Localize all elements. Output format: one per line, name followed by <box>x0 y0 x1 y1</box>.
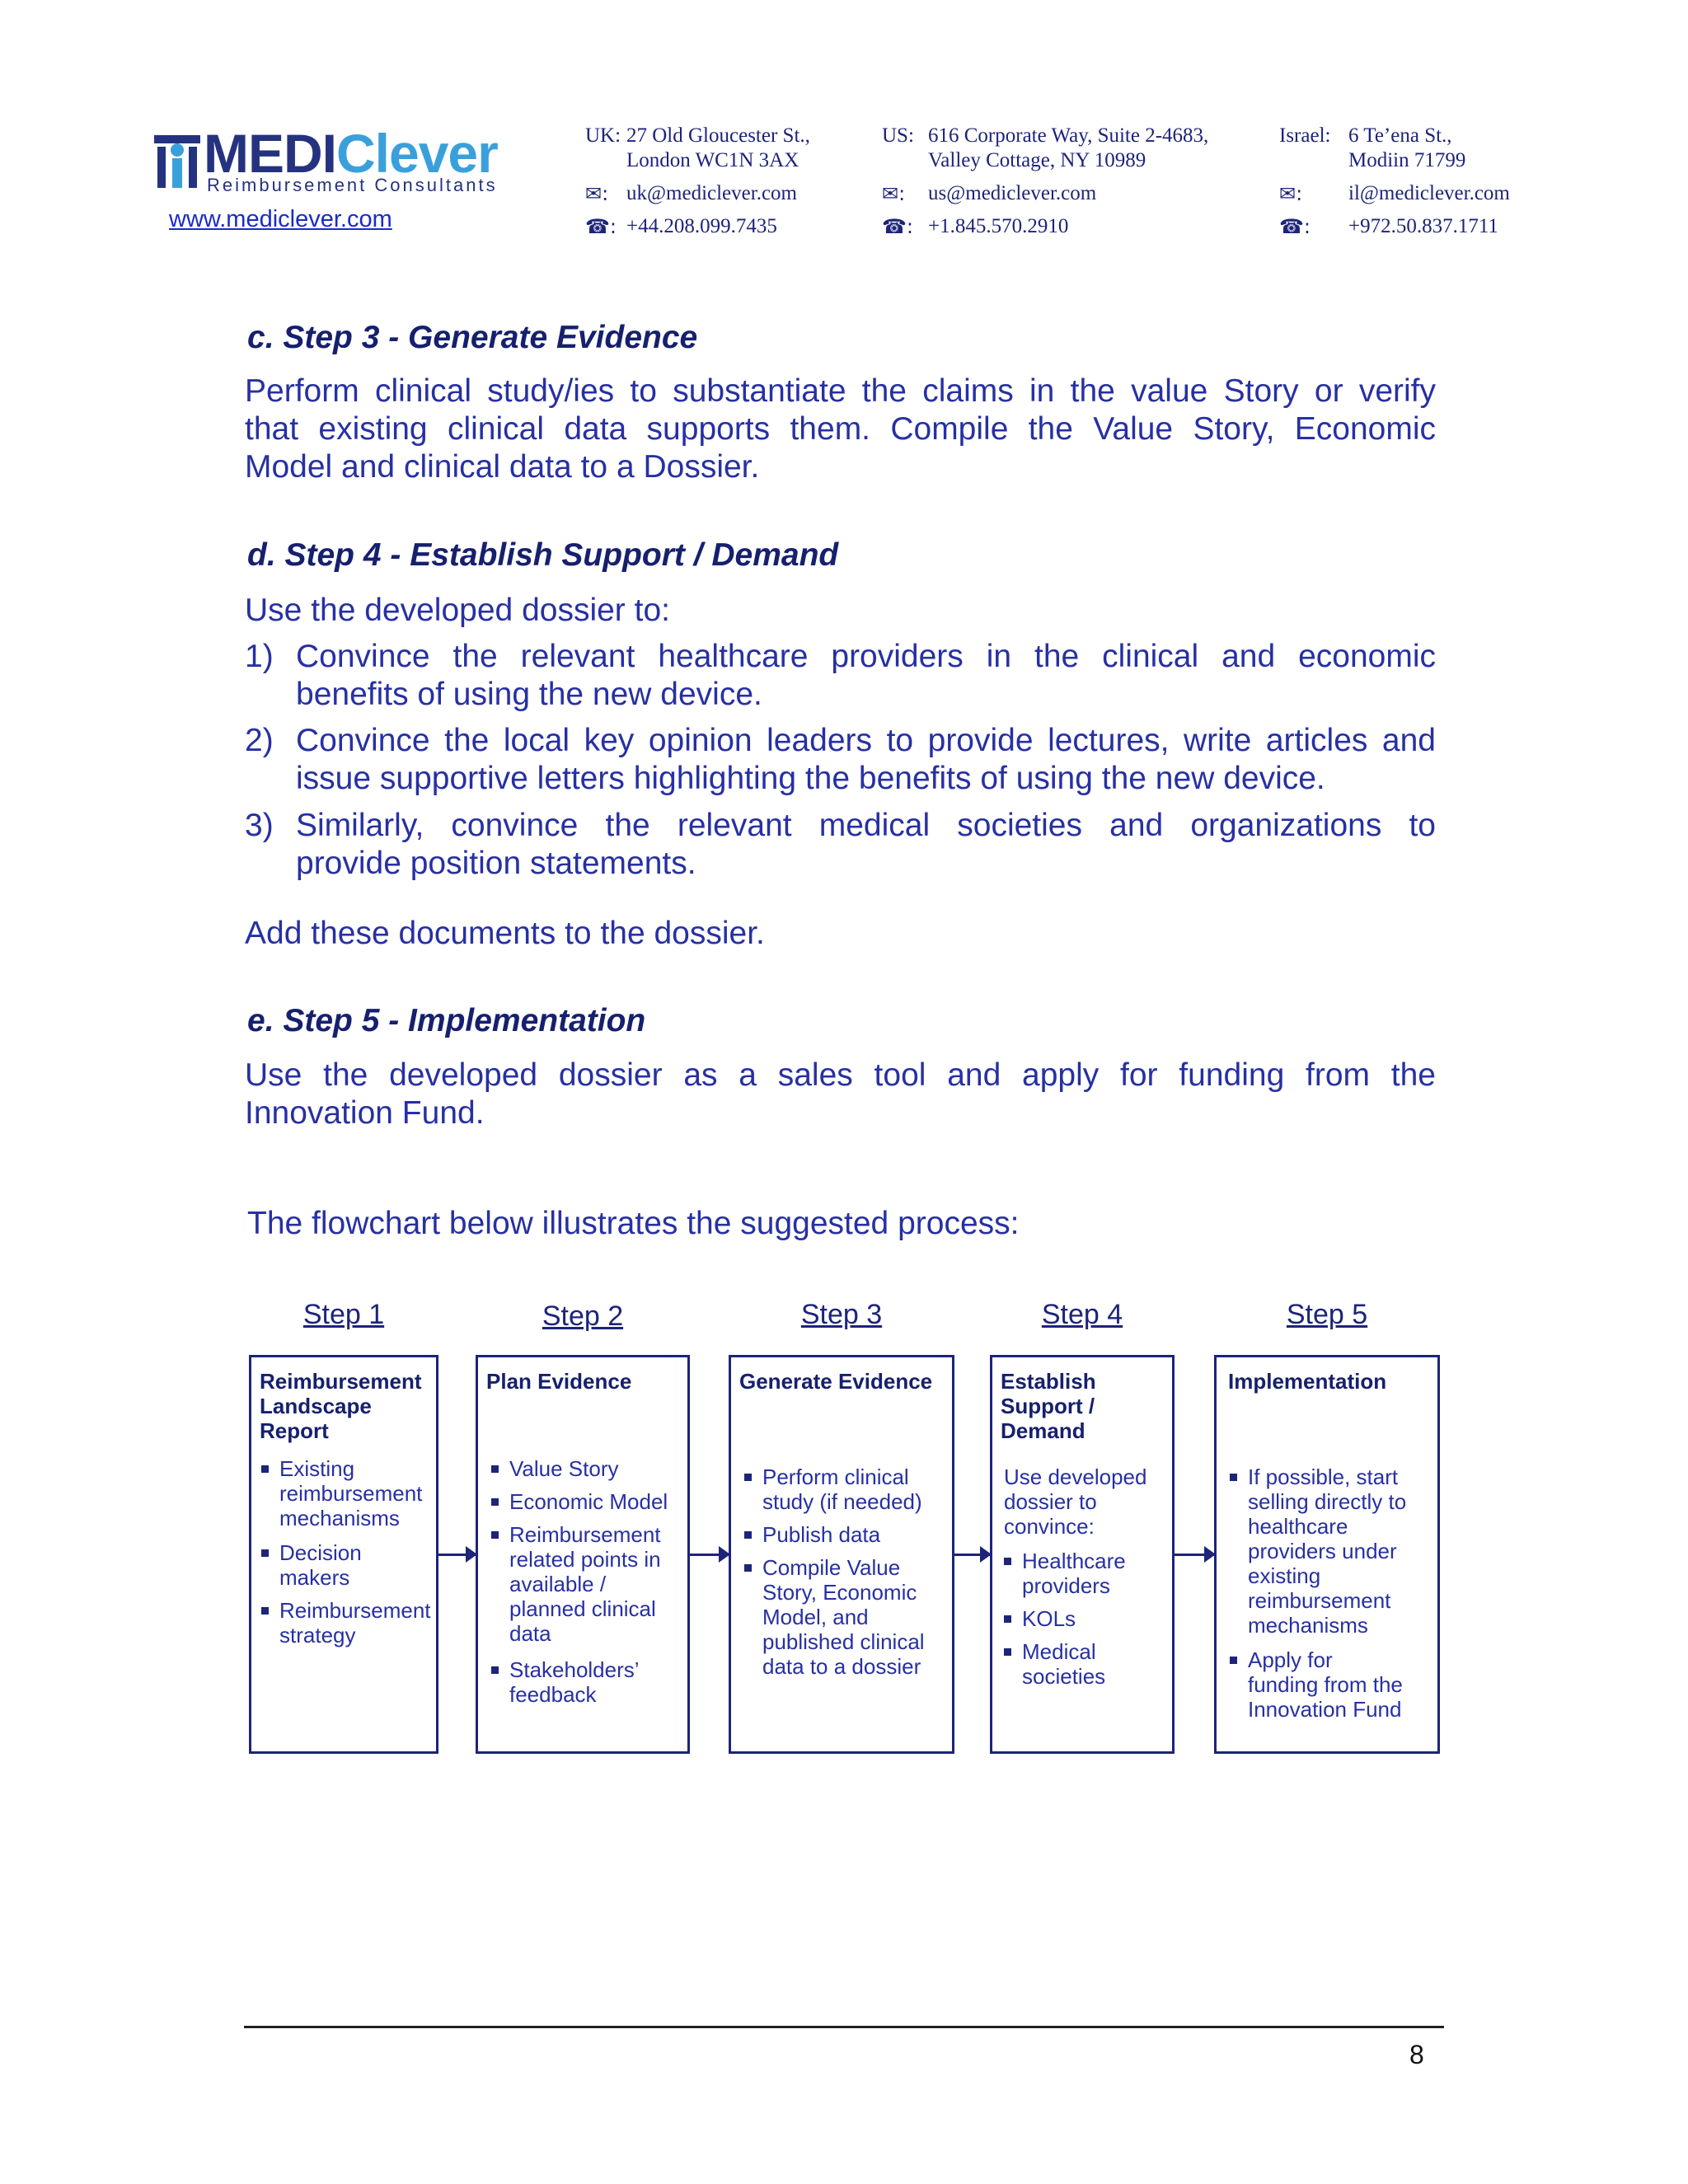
title-line: Establish <box>1001 1369 1096 1394</box>
bullet-square-icon <box>1230 1657 1237 1664</box>
flowchart-intro: The flowchart below illustrates the suggested process: <box>247 1206 1020 1241</box>
bullet-line: selling directly to <box>1248 1489 1407 1514</box>
envelope-icon: ✉: <box>882 182 906 205</box>
step4-heading: d. Step 4 - Establish Support / Demand <box>247 537 839 573</box>
footer-divider <box>244 2026 1444 2028</box>
step3-line: Perform clinical study/ies to substantiate the claims in the value Story or verify <box>245 373 1436 409</box>
title-line: Report <box>260 1418 329 1443</box>
logo-tagline: Reimbursement Consultants <box>207 175 498 195</box>
telephone-icon: ☎: <box>585 215 617 238</box>
page-number: 8 <box>1409 2040 1424 2069</box>
bullet-line: providers <box>1022 1573 1110 1598</box>
office-us-email[interactable]: us@mediclever.com <box>928 182 1097 204</box>
bullet-line: Value Story <box>509 1456 619 1481</box>
bullet-line: healthcare <box>1248 1514 1348 1539</box>
flow-step-label: Step 1 <box>302 1299 385 1330</box>
list-item-number: 3) <box>245 808 274 843</box>
bullet-square-icon <box>261 1607 269 1615</box>
flow-arrow-icon <box>1175 1554 1214 1556</box>
bullet-line: data to a dossier <box>762 1654 921 1679</box>
bullet-line: providers under <box>1248 1539 1397 1563</box>
flow-box-step2 <box>476 1355 690 1754</box>
bullet-square-icon <box>261 1465 269 1473</box>
bullet-line: Reimbursement <box>279 1598 431 1623</box>
flow-box-step5 <box>1214 1355 1440 1754</box>
logo-figure-icon <box>152 130 202 190</box>
intro-line: dossier to <box>1004 1489 1097 1514</box>
office-us-phone: +1.845.570.2910 <box>928 215 1069 237</box>
flow-box-step4 <box>990 1355 1175 1754</box>
bullet-square-icon <box>491 1498 499 1506</box>
flow-box-title <box>486 1369 682 1394</box>
bullet-line: Innovation Fund <box>1248 1697 1402 1722</box>
logo-clever: Clever <box>336 123 498 184</box>
office-us-address-line1: 616 Corporate Way, Suite 2-4683, <box>928 124 1209 147</box>
mediclever-logo <box>152 124 507 198</box>
flow-step-label: Step 5 <box>1286 1299 1368 1330</box>
title-line: Reimbursement <box>260 1369 422 1394</box>
list-item <box>245 722 1436 798</box>
bullet-square-icon <box>261 1549 269 1557</box>
office-us-label: US: <box>882 124 914 147</box>
bullet-line: makers <box>279 1565 350 1590</box>
bullet-square-icon <box>1004 1648 1011 1656</box>
office-israel-address-line1: 6 Te’ena St., <box>1348 124 1452 147</box>
bullet-line: data <box>509 1621 551 1646</box>
title-line: Support / <box>1001 1394 1095 1418</box>
list-item <box>245 638 1436 714</box>
flow-box-intro <box>1004 1465 1169 1539</box>
bullet-line: Medical <box>1022 1639 1096 1664</box>
bullet-line: feedback <box>509 1682 597 1707</box>
office-us-address-line2: Valley Cottage, NY 10989 <box>928 149 1146 171</box>
step4-outro: Add these documents to the dossier. <box>245 916 765 951</box>
step3-line: Model and clinical data to a Dossier. <box>245 449 760 485</box>
office-uk-address-line1: 27 Old Gloucester St., <box>626 124 810 147</box>
telephone-icon: ☎: <box>1279 215 1311 238</box>
bullet-line: Reimbursement <box>509 1522 661 1547</box>
list-item-text <box>296 722 1436 798</box>
flow-arrow-icon <box>438 1554 476 1556</box>
bullet-square-icon <box>744 1531 752 1539</box>
flow-step-label: Step 2 <box>542 1301 624 1332</box>
bullet-line: Decision <box>279 1540 362 1565</box>
bullet-line: planned clinical <box>509 1596 656 1621</box>
bullet-square-icon <box>744 1564 752 1572</box>
step5-line: Innovation Fund. <box>245 1095 485 1131</box>
bullet-line: related points in <box>509 1547 661 1572</box>
flow-box-title <box>1001 1369 1167 1443</box>
title-line: Generate Evidence <box>739 1369 933 1394</box>
bullet-line: existing <box>1248 1563 1321 1588</box>
title-line: Landscape <box>260 1394 372 1418</box>
flow-box-step3 <box>729 1355 954 1754</box>
bullet-line: study (if needed) <box>762 1489 922 1514</box>
list-item <box>245 807 1436 883</box>
step5-paragraph <box>245 1057 1436 1132</box>
website-link[interactable]: www.mediclever.com <box>169 206 392 232</box>
bullet-line: KOLs <box>1022 1606 1076 1631</box>
office-uk-label: UK: <box>585 124 621 147</box>
title-line: Plan Evidence <box>486 1369 632 1394</box>
bullet-line: Apply for <box>1248 1647 1333 1672</box>
flow-step-label: Step 3 <box>800 1299 883 1330</box>
bullet-line: published clinical <box>762 1629 925 1654</box>
bullet-line: Publish data <box>762 1522 881 1547</box>
list-item-text <box>296 638 1436 714</box>
envelope-icon: ✉: <box>585 182 609 205</box>
office-uk <box>585 124 865 247</box>
list-item-line: benefits of using the new device. <box>296 677 762 712</box>
list-item-line: provide position statements. <box>296 846 696 881</box>
bullet-square-icon <box>1004 1558 1011 1565</box>
flow-box-step1 <box>249 1355 438 1754</box>
list-item-line: Convince the relevant healthcare providers in the clinical and economic <box>296 639 1436 674</box>
bullet-line: Existing <box>279 1456 355 1481</box>
step5-heading: e. Step 5 - Implementation <box>247 1003 646 1038</box>
logo-medi: MEDI <box>204 123 336 184</box>
bullet-square-icon <box>1004 1615 1011 1623</box>
intro-line: Use developed <box>1004 1465 1147 1489</box>
office-israel-email[interactable]: il@mediclever.com <box>1348 182 1510 204</box>
flow-box-title <box>1228 1369 1432 1394</box>
bullet-square-icon <box>491 1465 499 1473</box>
list-item-number: 1) <box>245 639 274 674</box>
title-line: Implementation <box>1228 1369 1387 1394</box>
bullet-line: available / <box>509 1572 607 1596</box>
bullet-line: strategy <box>279 1623 356 1647</box>
bullet-line: funding from the <box>1248 1672 1403 1697</box>
office-us <box>882 124 1269 247</box>
intro-line: convince: <box>1004 1514 1095 1539</box>
list-item-line: Convince the local key opinion leaders to provide lectures, write articles and <box>296 723 1436 758</box>
bullet-line: Healthcare <box>1022 1549 1126 1573</box>
envelope-icon: ✉: <box>1279 182 1303 205</box>
bullet-line: Economic Model <box>509 1489 668 1514</box>
list-item-text <box>296 807 1436 883</box>
step4-intro: Use the developed dossier to: <box>245 593 670 628</box>
step3-line: that existing clinical data supports them. Compile the Value Story, Economic <box>245 411 1436 447</box>
office-uk-address-line2: London WC1N 3AX <box>626 149 799 171</box>
office-israel-address-line2: Modiin 71799 <box>1348 149 1466 171</box>
list-item-line: issue supportive letters highlighting the benefits of using the new device. <box>296 761 1325 796</box>
list-item-number: 2) <box>245 723 274 758</box>
flow-box-title <box>260 1369 431 1443</box>
bullet-line: Compile Value <box>762 1555 901 1580</box>
title-line: Demand <box>1001 1418 1085 1443</box>
bullet-line: Stakeholders’ <box>509 1657 640 1682</box>
step3-paragraph <box>245 373 1436 486</box>
bullet-line: Story, Economic <box>762 1580 917 1605</box>
step5-line: Use the developed dossier as a sales tool and apply for funding from the <box>245 1057 1436 1093</box>
flow-arrow-icon <box>954 1554 990 1556</box>
bullet-line: If possible, start <box>1248 1465 1399 1489</box>
telephone-icon: ☎: <box>882 215 913 238</box>
bullet-line: mechanisms <box>279 1506 400 1530</box>
step3-heading: c. Step 3 - Generate Evidence <box>247 320 698 355</box>
office-israel <box>1279 124 1543 247</box>
office-uk-email[interactable]: uk@mediclever.com <box>626 182 797 204</box>
office-uk-phone: +44.208.099.7435 <box>626 215 777 237</box>
flow-step-label: Step 4 <box>1041 1299 1123 1330</box>
bullet-line: Model, and <box>762 1605 869 1629</box>
bullet-square-icon <box>1230 1474 1237 1481</box>
bullet-line: societies <box>1022 1664 1106 1689</box>
office-israel-label: Israel: <box>1279 124 1331 147</box>
bullet-line: reimbursement <box>1248 1588 1391 1613</box>
bullet-square-icon <box>744 1474 752 1481</box>
bullet-line: mechanisms <box>1248 1613 1368 1638</box>
bullet-line: reimbursement <box>279 1481 423 1506</box>
list-item-line: Similarly, convince the relevant medical societies and organizations to <box>296 808 1436 843</box>
flow-box-title <box>739 1369 947 1394</box>
bullet-square-icon <box>491 1666 499 1674</box>
bullet-line: Perform clinical <box>762 1465 909 1489</box>
flow-arrow-icon <box>690 1554 729 1556</box>
bullet-square-icon <box>491 1531 499 1539</box>
office-israel-phone: +972.50.837.1711 <box>1348 215 1498 237</box>
